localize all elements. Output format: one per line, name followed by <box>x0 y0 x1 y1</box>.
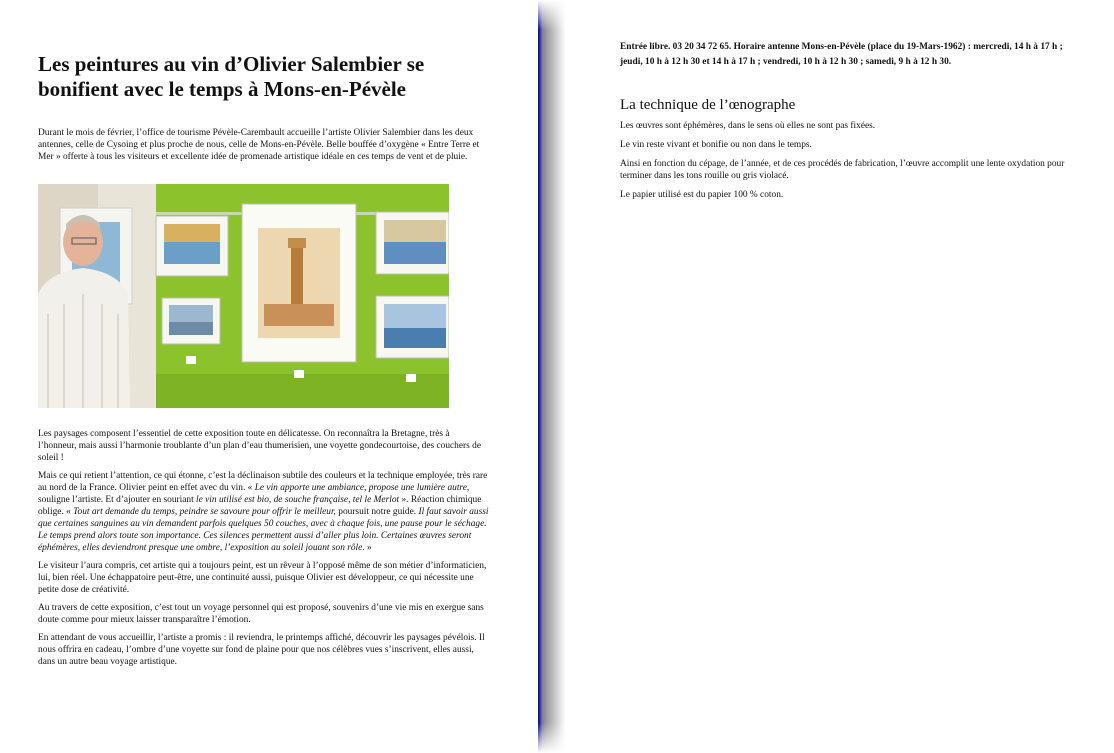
quote-span: Tout art demande du temps, peindre se savoure pour offrir le meilleur, <box>73 507 336 517</box>
article-body <box>38 428 490 674</box>
quote-span: Le vin apporte une ambiance, propose une lumière autre, <box>254 483 470 493</box>
body-paragraph: En attendant de vous accueillir, l’artiste a promis : il reviendra, le printemps affiché, découvrir les paysages pévélois. Il nous offrira en cadeau, l’ombre d’une voyette sur fond de plaine pour que nos célèbres vues s’inscrivent, elles aussi, dans un autre beau voyage artistique. <box>38 633 485 667</box>
article-intro: Durant le mois de février, l’office de tourisme Pévèle-Carembault accueille l’artiste Olivier Salembier dans les deux antennes, celle de Cysoing et plus proche de nous, celle de Mons-en-Pévèle. Belle bouffée d’oxygène « Entre Terre et Mer » offerte à tous les visiteurs et excellente idée de promenade artistique idéale en ces temps de vent et de pluie. <box>38 128 480 162</box>
text-span: poursuit notre guide. <box>335 507 419 517</box>
text-span: ». Réaction chimique oblige. « <box>38 495 482 517</box>
exhibition-photo <box>38 184 449 408</box>
technique-text <box>620 120 1070 208</box>
technique-paragraph: Ainsi en fonction du cépage, de l’année, et de ces procédés de fabrication, l’œuvre accomplit une lente oxydation pour terminer dans les tons rouille ou gris violacé. <box>620 159 1065 181</box>
text-span: Mais ce qui retient l’attention, ce qui étonne, c’est la déclinaison subtile des couleurs et la technique employée, très rare au nord de la France. Olivier peint en effet avec du vin. « <box>38 471 488 493</box>
article-title: Les peintures au vin d’Olivier Salembier se bonifient avec le temps à Mons-en-Pévèle <box>38 52 425 101</box>
text-span: » <box>364 543 372 553</box>
quote-span: le vin utilisé est bio, de souche française, tel le Merlot <box>196 495 400 505</box>
body-paragraph: Au travers de cette exposition, c’est tout un voyage personnel qui est proposé, souvenirs d’une vie mis en exergue sans doute comme pour mieux laisser transparaître l’émotion. <box>38 603 484 625</box>
quote-span: Il faut savoir aussi que certaines sanguines au vin demandent parfois quelques 50 couches, avec à chaque fois, une pause pour le séchage. Le temps prend alors toute son importance. Ces silences permettent aussi d’aller plus loin. Certaines œuvres seront éphémères, elles deviendront presque une ombre, l’exposition au soleil jouant son rôle. <box>38 507 489 553</box>
technique-paragraph: Le papier utilisé est du papier 100 % coton. <box>620 190 784 200</box>
left-page <box>0 0 538 753</box>
body-paragraph: Le visiteur l’aura compris, cet artiste qui a toujours peint, est un rêveur à l’opposé même de son métier d’informaticien, lui, bien réel. Une échappatoire peut-être, une continuité aussi, puisque Olivier est développeur, ce qui nécessite une petite dose de créativité. <box>38 561 487 595</box>
section-heading: La technique de l’œnographe <box>620 97 796 113</box>
exhibition-photo-illustration <box>38 184 449 408</box>
body-paragraph-wine <box>38 470 490 554</box>
technique-paragraph: Le vin reste vivant et bonifie ou non dans le temps. <box>620 140 812 150</box>
technique-paragraph: Les œuvres sont éphémères, dans le sens où elles ne sont pas fixées. <box>620 121 876 131</box>
right-page <box>566 0 1114 753</box>
practical-info: Entrée libre. 03 20 34 72 65. Horaire antenne Mons-en-Pévèle (place du 19-Mars-1962) : mercredi, 14 h à 17 h ; jeudi, 10 h à 12 h 30 et 14 h à 17 h ; vendredi, 10 h à 12 h 30 ; samedi, 9 h à 12 h 30. <box>620 42 1063 67</box>
body-paragraph: Les paysages composent l’essentiel de cette exposition toute en délicatesse. On reconnaîtra la Bretagne, très à l’honneur, mais aussi l’harmonie troublante d’un plan d’eau thumerisien, une voyette gondecourtoise, des couchers de soleil ! <box>38 429 481 463</box>
page-gutter <box>538 0 566 753</box>
text-span: souligne l’artiste. Et d’ajouter en souriant <box>38 495 197 505</box>
